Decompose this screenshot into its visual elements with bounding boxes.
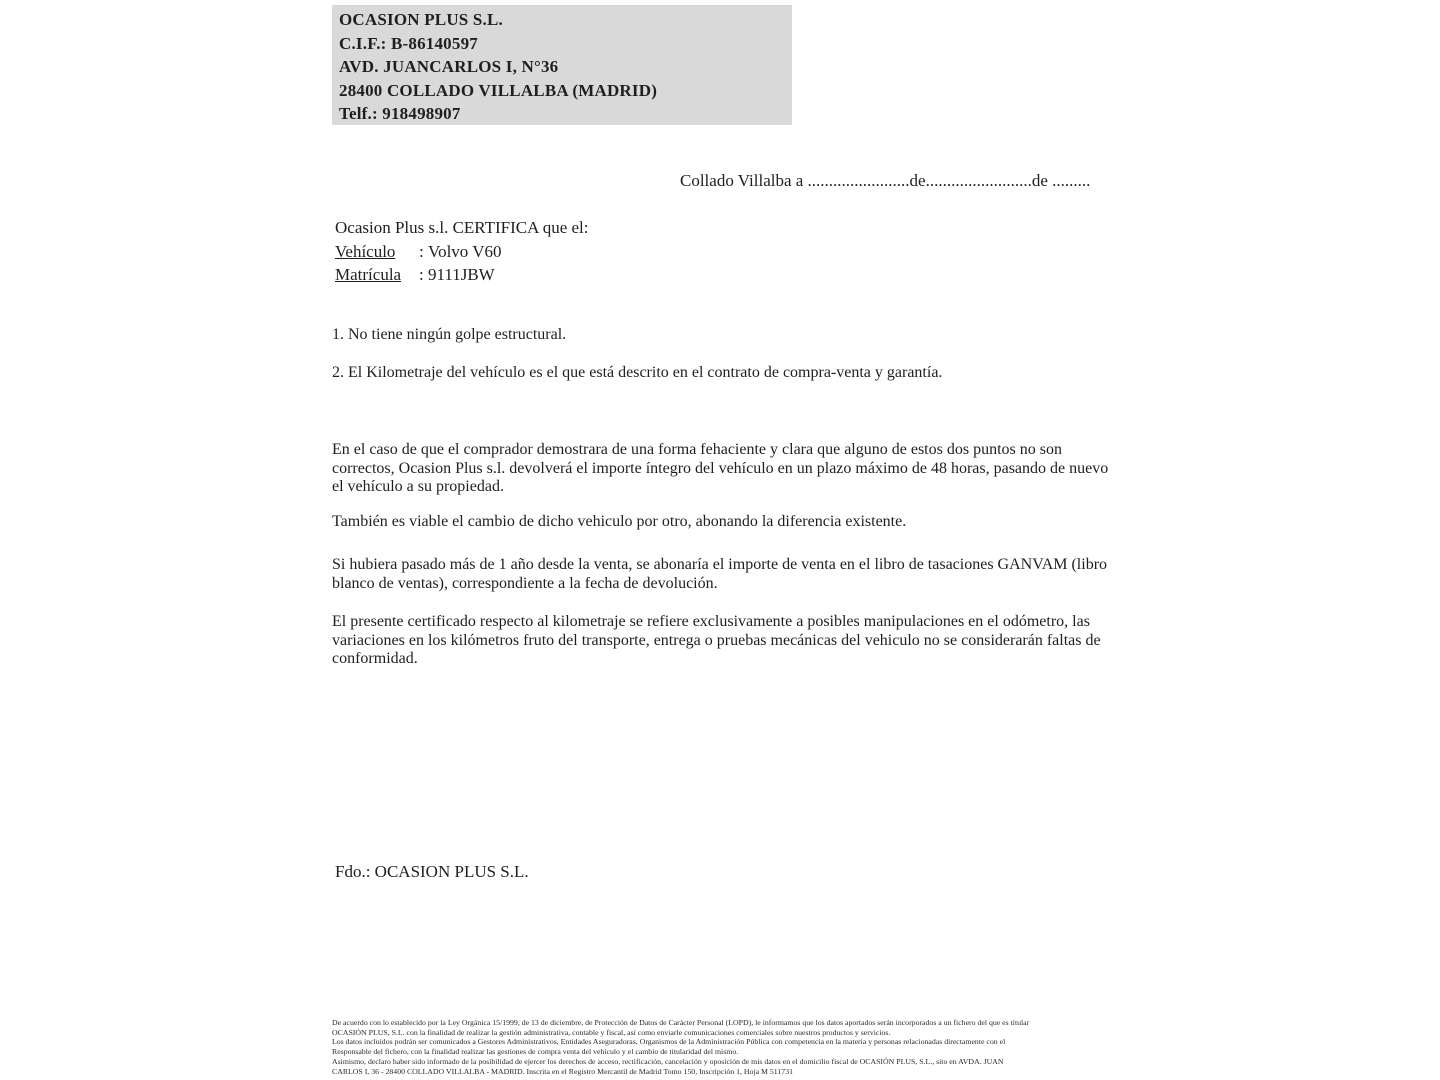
numbered-point-2: 2. El Kilometraje del vehículo es el que está descrito en el contrato de compra-venta y garantía. [332, 364, 943, 381]
company-header-box [332, 5, 792, 125]
legal-line-1: De acuerdo con lo establecido por la Ley Orgánica 15/1999, de 13 de diciembre, de Protección de Datos de Carácter Personal (LOPD), le informamos que los datos aportados serán incorporados a un fichero del que es titular [332, 1018, 1030, 1027]
legal-line-3: Los datos incluidos podrán ser comunicados a Gestores Administrativos, Entidades Aseguradoras, Organismos de la Administración Pública con competencia en la materia y personas relacionadas directamente con el [332, 1037, 1006, 1047]
company-address: AVD. JUANCARLOS I, N°36 [339, 57, 559, 76]
company-cif: C.I.F.: B-86140597 [339, 33, 478, 53]
plate-field-row [335, 263, 589, 287]
signature-line: Fdo.: OCASION PLUS S.L. [335, 862, 529, 881]
body-paragraph-refund: En el caso de que el comprador demostrara de una forma fehaciente y clara que alguno de estos dos puntos no son correctos, Ocasion Plus s.l. devolverá el importe íntegro del vehículo en un plazo máximo de 48 horas, pasando de nuevo el vehículo a su propiedad. [332, 441, 1109, 496]
vehicle-separator: : [419, 241, 424, 261]
vehicle-label-wrap [335, 240, 419, 264]
plate-label-wrap [335, 263, 419, 287]
body-paragraph-odometer: El presente certificado respecto al kilometraje se refiere exclusivamente a posibles manipulaciones en el odómetro, las variaciones en los kilómetros fruto del transporte, entrega o pruebas mecánicas del vehiculo no se considerarán faltas de conformidad. [332, 613, 1101, 668]
legal-footnote [332, 1018, 1122, 1076]
legal-line-6: CARLOS I, 36 - 28400 COLLADO VILLALBA - MADRID. Inscrita en el Registro Mercantil de Madrid Tomo 150, Inscripción 1, Hoja M 511731 [332, 1066, 793, 1076]
company-phone: Telf.: 918498907 [339, 104, 461, 123]
body-paragraph-ganvam: Si hubiera pasado más de 1 año desde la venta, se abonaría el importe de venta en el libro de tasaciones GANVAM (libro blanco de ventas), correspondiente a la fecha de devolución. [332, 556, 1108, 592]
company-city: 28400 COLLADO VILLALBA (MADRID) [339, 80, 658, 100]
plate-label: Matrícula [335, 265, 402, 284]
body-paragraph-exchange: También es viable el cambio de dicho vehiculo por otro, abonando la diferencia existente. [332, 513, 907, 530]
legal-line-5: Asimismo, declaro haber sido informado de la posibilidad de ejercer los derechos de acceso, rectificación, cancelación y oposición de mis datos en el domicilio fiscal de OCASIÓN PLUS, S.L., sito en AVDA. JUAN [332, 1056, 1004, 1066]
legal-line-2: OCASIÓN PLUS, S.L. con la finalidad de realizar la gestión administrativa, contable y fiscal, así como enviarle comunicaciones comerciales sobre nuestros productos y servicios. [332, 1027, 891, 1037]
vehicle-value: Volvo V60 [427, 241, 502, 261]
date-line: Collado Villalba a ........................de.........................de ......... [680, 171, 1091, 190]
certify-block [335, 216, 589, 287]
certify-intro: Ocasion Plus s.l. CERTIFICA que el: [335, 218, 589, 237]
company-name: OCASION PLUS S.L. [339, 10, 503, 29]
plate-separator: : [419, 265, 424, 284]
legal-line-4: Responsable del fichero, con la finalidad realizar las gestiones de compra venta del vehículo y el cambio de titularidad del mismo. [332, 1047, 739, 1057]
vehicle-field-row [335, 240, 589, 264]
vehicle-label: Vehículo [335, 241, 396, 261]
numbered-point-1: 1. No tiene ningún golpe estructural. [332, 326, 567, 343]
plate-value: 9111JBW [427, 265, 495, 284]
